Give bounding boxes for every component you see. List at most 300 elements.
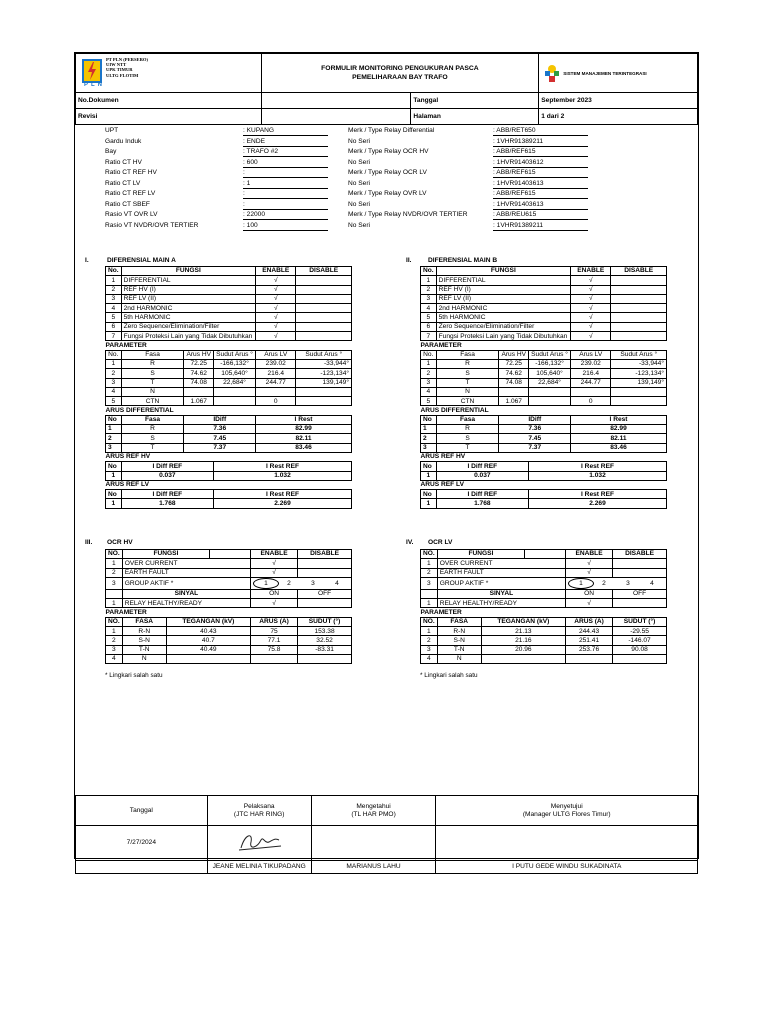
info-label: Rasio VT NVDR/OVR TERTIER [105, 221, 199, 229]
col-header: Fasa [121, 350, 184, 359]
enable-check: √ [256, 304, 296, 313]
col-header: IDiff [499, 415, 571, 424]
parameter-row [421, 645, 667, 654]
sms-logo-icon [543, 63, 561, 83]
col-header: No [106, 490, 122, 499]
row-number: 6 [106, 322, 122, 331]
sign-tanggal-label: Tanggal [76, 796, 208, 826]
irest-value: 82.99 [571, 425, 667, 434]
parameter-row [106, 654, 352, 663]
col-header: NO. [106, 550, 123, 559]
irest-value: 82.11 [256, 434, 352, 443]
col-header: ENABLE [250, 550, 297, 559]
menyetujui-header [436, 796, 698, 826]
arus-lv [571, 387, 611, 396]
col-header: No [106, 415, 122, 424]
section-number: IV. [406, 539, 414, 546]
off-check [298, 599, 352, 608]
function-name: Zero Sequence/Elimination/Filter [121, 322, 255, 331]
disable-check [611, 294, 667, 303]
sudut-lv: -33,944° [611, 359, 667, 368]
sudut-hv: 22,684° [529, 378, 571, 387]
info-value: : 1 [243, 179, 328, 189]
section-title: DIFERENSIAL MAIN A [107, 257, 176, 264]
row-number: 3 [421, 443, 437, 452]
row-number: 4 [106, 304, 122, 313]
voltage-value: 40.7 [166, 636, 250, 645]
info-label: UPT [105, 127, 119, 134]
current-value: 77.1 [250, 636, 297, 645]
row-number: 2 [421, 369, 437, 378]
menyetujui-name: I PUTU GEDE WINDU SUKADINATA [436, 861, 698, 874]
relay-label: No Seri [348, 137, 370, 145]
relay-label: Merk / Type Relay OCR HV [348, 148, 429, 155]
section-number: II. [406, 257, 412, 264]
info-label: Ratio CT REF HV [105, 169, 157, 176]
relay-value: : ABB/REF615 [493, 189, 588, 199]
function-row [106, 332, 352, 341]
enable-check: √ [565, 559, 612, 568]
relay-label: No Seri [348, 179, 370, 187]
irest-ref-value: 2.269 [529, 499, 667, 508]
function-name: REF LV (II) [436, 294, 570, 303]
sudut-lv: 139,149° [296, 378, 352, 387]
parameter-label: PARAMETER [105, 341, 147, 349]
arus-lv: 0 [571, 397, 611, 406]
sms-label: SISTEM MANAJEMEN TERINTEGRASI [563, 71, 647, 76]
col-header: No. [421, 350, 437, 359]
off-check [613, 599, 667, 608]
info-value: : ENDE [243, 137, 328, 147]
on-check: √ [250, 599, 297, 608]
function-row [421, 559, 667, 568]
arus-lv: 216.4 [256, 369, 296, 378]
col-header: I Rest REF [214, 490, 352, 499]
irest-value: 82.11 [571, 434, 667, 443]
info-row [105, 158, 665, 169]
section-title: DIFERENSIAL MAIN B [428, 257, 498, 264]
col-header: I Rest REF [529, 462, 667, 471]
function-name: REF LV (II) [121, 294, 255, 303]
sudut-hv [214, 387, 256, 396]
halaman-label: Halaman [411, 109, 539, 125]
row-number: 3 [106, 577, 123, 589]
phase: R-N [122, 627, 166, 636]
row-number: 1 [421, 499, 437, 508]
idiff-value: 7.36 [184, 425, 256, 434]
pelaksana-role: (JTC HAR RING) [233, 810, 285, 818]
parameter-row [106, 369, 352, 378]
voltage-value: 20.96 [481, 645, 565, 654]
enable-check: √ [250, 559, 297, 568]
enable-check: √ [256, 332, 296, 341]
function-row [421, 313, 667, 322]
col-header: Arus LV [256, 350, 296, 359]
current-value: 244.43 [565, 627, 612, 636]
group-option[interactable]: 4 [335, 579, 339, 587]
group-options [250, 577, 351, 589]
row-number: 2 [106, 285, 122, 294]
relay-row [106, 599, 352, 608]
section-number: I. [85, 257, 89, 264]
enable-check: √ [256, 322, 296, 331]
voltage-value [166, 654, 250, 663]
phase: T [436, 378, 499, 387]
col-header: No [106, 462, 122, 471]
arus-hv: 74.62 [184, 369, 214, 378]
function-row [106, 294, 352, 303]
row-number: 2 [106, 636, 123, 645]
sudut-hv [529, 387, 571, 396]
row-number: 3 [421, 577, 438, 589]
parameter-row [106, 627, 352, 636]
idiff-value: 7.45 [184, 434, 256, 443]
current-value: 75.8 [250, 645, 297, 654]
arus-lv [256, 387, 296, 396]
phase: S-N [437, 636, 481, 645]
parameter-row [421, 387, 667, 396]
arus-diff-label: ARUS DIFFERENTIAL [420, 406, 489, 414]
phase: N [436, 387, 499, 396]
phase: S-N [122, 636, 166, 645]
enable-check: √ [571, 294, 611, 303]
idiff-value: 7.45 [499, 434, 571, 443]
group-option[interactable]: 3 [626, 579, 630, 587]
row-number: 3 [106, 294, 122, 303]
relay-label: No Seri [348, 221, 370, 229]
col-header: ARUS (A) [565, 617, 612, 626]
arus-row [421, 425, 667, 434]
irest-value: 83.46 [256, 443, 352, 452]
row-number: 4 [421, 654, 438, 663]
relay-label: Merk / Type Relay OCR LV [348, 169, 427, 176]
col-header: FASA [122, 617, 166, 626]
phase: CTN [436, 397, 499, 406]
row-number: 5 [421, 397, 437, 406]
phase: T [121, 443, 184, 452]
enable-check: √ [571, 322, 611, 331]
phase: S [436, 369, 499, 378]
parameter-row [421, 627, 667, 636]
sudut-hv [214, 397, 256, 406]
enable-check: √ [256, 294, 296, 303]
col-header: ENABLE [256, 267, 296, 276]
mengetahui-name: MARIANUS LAHU [311, 861, 436, 874]
angle-value: 90.08 [613, 645, 667, 654]
row-number: 2 [106, 369, 122, 378]
sudut-lv: -123,134° [611, 369, 667, 378]
idiff-value: 7.37 [184, 443, 256, 452]
parameter-label: PARAMETER [420, 341, 462, 349]
info-value: : TRAFO #2 [243, 147, 328, 157]
ref-row [106, 471, 352, 480]
idiff-ref-value: 1.768 [436, 499, 528, 508]
group-row [421, 577, 667, 589]
enable-check: √ [571, 332, 611, 341]
function-name: EARTH FAULT [122, 568, 250, 577]
info-row [105, 200, 665, 211]
pelaksana-name: JEANE MELINIA TIKUPADANG [207, 861, 311, 874]
form-title [261, 54, 539, 93]
sudut-hv: 22,684° [214, 378, 256, 387]
col-header: FUNGSI [121, 267, 255, 276]
sudut-lv [611, 397, 667, 406]
col-header: Sudut Arus ° [296, 350, 352, 359]
relay-value: : 1HVR91403613 [493, 179, 588, 189]
relay-value: : ABB/REF615 [493, 168, 588, 178]
relay-value: : ABB/REU615 [493, 210, 588, 220]
col-header: Fasa [436, 415, 499, 424]
sudut-lv: -33,944° [296, 359, 352, 368]
col-header: DISABLE [613, 550, 667, 559]
section-title: OCR LV [428, 539, 453, 546]
row-number: 2 [421, 434, 437, 443]
row-number: 1 [106, 559, 123, 568]
sudut-lv [296, 387, 352, 396]
col-header: No [421, 462, 437, 471]
company-block [76, 54, 262, 93]
parameter-row [106, 387, 352, 396]
info-value: : [243, 189, 328, 199]
col-header: No. [106, 350, 122, 359]
mengetahui-role: (TL HAR PMO) [351, 810, 396, 818]
off-header: OFF [613, 589, 667, 598]
col-header: I Rest [571, 415, 667, 424]
sign-empty [76, 861, 208, 874]
disable-check [298, 559, 352, 568]
arus-hv [184, 387, 214, 396]
col-header: Sudut Arus ° [214, 350, 256, 359]
mengetahui-signature-cell [311, 826, 436, 861]
function-row [106, 276, 352, 285]
row-number: 6 [421, 322, 437, 331]
arus-lv: 244.77 [571, 378, 611, 387]
row-number: 3 [106, 443, 122, 452]
info-row [105, 221, 665, 232]
parameter-row [106, 645, 352, 654]
function-row [106, 285, 352, 294]
function-name: DIFFERENTIAL [121, 276, 255, 285]
relay-status-name: RELAY HEALTHY/READY [437, 599, 565, 608]
row-number: 1 [421, 276, 437, 285]
phase: R [436, 425, 499, 434]
idiff-ref-value: 0.037 [121, 471, 213, 480]
function-name: 5th HARMONIC [436, 313, 570, 322]
group-option-selected[interactable]: 1 [253, 578, 279, 589]
group-option[interactable]: 3 [311, 579, 315, 587]
company-line-2: UIW NTT [106, 62, 127, 68]
section-number: III. [85, 539, 93, 546]
sudut-hv: 105,640° [214, 369, 256, 378]
info-value: : 100 [243, 221, 328, 231]
parameter-row [421, 359, 667, 368]
info-row [105, 210, 665, 221]
arus-hv: 72.25 [184, 359, 214, 368]
row-number: 5 [421, 313, 437, 322]
ref-hv-label: ARUS REF HV [420, 453, 466, 461]
col-header: I Diff REF [436, 462, 528, 471]
disable-check [613, 559, 667, 568]
phase: T-N [122, 645, 166, 654]
sudut-lv [611, 387, 667, 396]
arus-hv: 72.25 [499, 359, 529, 368]
info-label: Ratio CT LV [105, 179, 141, 187]
info-label: Rasio VT OVR LV [105, 211, 158, 218]
row-number: 4 [106, 654, 123, 663]
info-value: : [243, 168, 328, 178]
arus-hv [499, 387, 529, 396]
ocr-hv-note: * Lingkari salah satu [105, 672, 163, 679]
relay-label: Merk / Type Relay OVR LV [348, 190, 427, 197]
info-value: : 600 [243, 158, 328, 168]
arus-lv: 239.02 [256, 359, 296, 368]
info-value: : [243, 200, 328, 210]
col-header: SUDUT (°) [613, 617, 667, 626]
no-dokumen-label: No.Dokumen [76, 93, 262, 109]
sinyal-header: SINYAL [437, 589, 565, 598]
phase: S [436, 434, 499, 443]
off-header: OFF [298, 589, 352, 598]
disable-check [298, 568, 352, 577]
voltage-value: 40.43 [166, 627, 250, 636]
irest-value: 82.99 [256, 425, 352, 434]
disable-check [296, 332, 352, 341]
document-header [75, 53, 698, 125]
group-option-selected[interactable]: 1 [568, 578, 594, 589]
row-number: 7 [421, 332, 437, 341]
enable-check: √ [571, 285, 611, 294]
row-number: 1 [421, 559, 438, 568]
relay-status-name: RELAY HEALTHY/READY [122, 599, 250, 608]
ocr-lv-table [420, 549, 690, 664]
col-header: NO. [106, 617, 123, 626]
info-row [105, 168, 665, 179]
col-header: ARUS (A) [250, 617, 297, 626]
info-row [105, 147, 665, 158]
ref-lv-label: ARUS REF LV [105, 481, 149, 489]
group-option[interactable]: 4 [650, 579, 654, 587]
row-number: 4 [421, 387, 437, 396]
row-number: 7 [106, 332, 122, 341]
col-header: Fasa [121, 415, 184, 424]
col-header: Arus LV [571, 350, 611, 359]
phase: R [436, 359, 499, 368]
enable-check: √ [250, 568, 297, 577]
row-number: 2 [421, 568, 438, 577]
col-header: FUNGSI [122, 550, 209, 559]
parameter-row [421, 636, 667, 645]
enable-check: √ [256, 276, 296, 285]
relay-value: : 1HVR91403612 [493, 158, 588, 168]
row-number: 1 [421, 599, 438, 608]
sudut-lv [296, 397, 352, 406]
idiff-value: 7.36 [499, 425, 571, 434]
row-number: 1 [106, 627, 123, 636]
col-header: Sudut Arus ° [611, 350, 667, 359]
sinyal-header: SINYAL [122, 589, 250, 598]
section-title: OCR HV [107, 539, 133, 546]
disable-check [296, 276, 352, 285]
function-row [106, 313, 352, 322]
mengetahui-header [311, 796, 436, 826]
relay-value: : ABB/REF615 [493, 147, 588, 157]
sudut-hv: 105,640° [529, 369, 571, 378]
function-name: REF HV (I) [436, 285, 570, 294]
enable-check: √ [256, 313, 296, 322]
function-row [421, 322, 667, 331]
function-name: OVER CURRENT [437, 559, 565, 568]
company-line-3: UPK TIMUR [106, 67, 133, 73]
col-header: FUNGSI [437, 550, 524, 559]
col-header: TEGANGAN (kV) [166, 617, 250, 626]
parameter-row [421, 397, 667, 406]
row-number: 1 [106, 359, 122, 368]
on-check: √ [565, 599, 612, 608]
handwritten-signature [235, 830, 285, 856]
voltage-value: 21.16 [481, 636, 565, 645]
phase: R [121, 359, 184, 368]
info-row [105, 126, 665, 137]
relay-label: Merk / Type Relay NVDR/OVR TERTIER [348, 211, 468, 218]
parameter-row [106, 378, 352, 387]
row-number: 3 [421, 645, 438, 654]
info-label: Ratio CT SBEF [105, 200, 150, 208]
enable-check: √ [571, 313, 611, 322]
ocr-lv-note: * Lingkari salah satu [420, 672, 478, 679]
parameter-row [421, 654, 667, 663]
relay-value: : 1VHR91389211 [493, 221, 588, 231]
function-row [421, 332, 667, 341]
voltage-value: 21.13 [481, 627, 565, 636]
angle-value [298, 654, 352, 663]
col-header: TEGANGAN (kV) [481, 617, 565, 626]
arus-row [106, 443, 352, 452]
function-row [421, 276, 667, 285]
arus-lv: 239.02 [571, 359, 611, 368]
relay-label: Merk / Type Relay Differential [348, 127, 435, 134]
col-header: NO. [421, 617, 438, 626]
group-option[interactable]: 2 [287, 579, 291, 587]
group-option[interactable]: 2 [602, 579, 606, 587]
row-number: 1 [106, 499, 122, 508]
signature-block [75, 795, 698, 874]
pln-logo-text: PLN [84, 82, 105, 88]
function-name: REF HV (I) [121, 285, 255, 294]
col-header: No [421, 490, 437, 499]
enable-check: √ [571, 276, 611, 285]
irest-ref-value: 1.032 [529, 471, 667, 480]
info-row [105, 137, 665, 148]
info-value: : 22000 [243, 210, 328, 220]
menyetujui-label: Menyetujui [550, 802, 583, 810]
angle-value: -83.31 [298, 645, 352, 654]
form-title-line-2: PEMELIHARAAN BAY TRAFO [352, 74, 448, 81]
row-number: 1 [421, 471, 437, 480]
arus-row [421, 443, 667, 452]
parameter-row [106, 636, 352, 645]
col-header: Arus HV [184, 350, 214, 359]
col-header: SUDUT (°) [298, 617, 352, 626]
row-number: 2 [106, 434, 122, 443]
arus-hv: 74.08 [499, 378, 529, 387]
row-number: 3 [421, 294, 437, 303]
row-number: 1 [106, 276, 122, 285]
pelaksana-signature-cell [207, 826, 311, 861]
diff-main-a-table [105, 266, 375, 509]
sudut-lv: 139,149° [611, 378, 667, 387]
col-header: FASA [437, 617, 481, 626]
row-number: 3 [421, 378, 437, 387]
